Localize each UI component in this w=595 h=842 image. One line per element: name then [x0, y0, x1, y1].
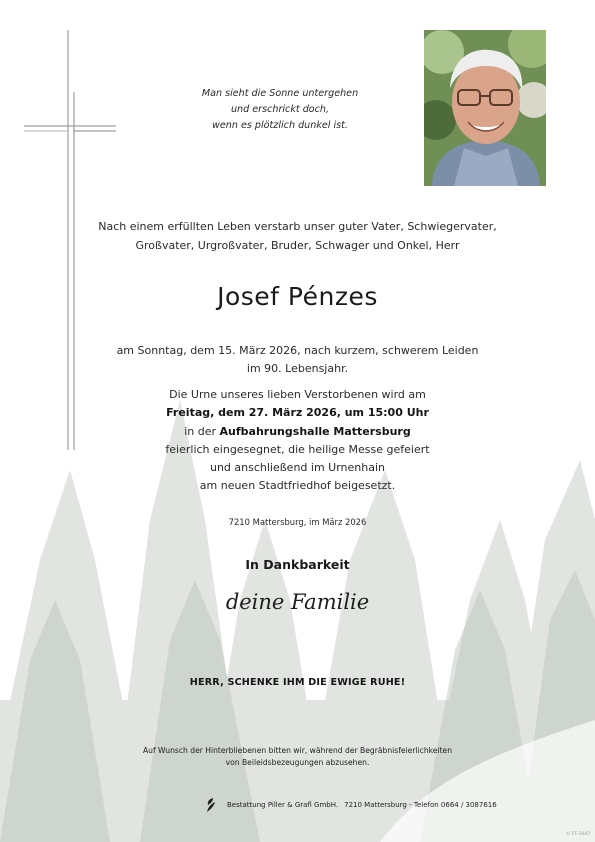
poem-line: und erschrickt doch,	[230, 104, 330, 115]
condolence-note	[0, 745, 595, 769]
funeral-details	[0, 386, 595, 496]
copyright-mark: © FF-3047	[566, 832, 591, 837]
thanks-heading: In Dankbarkeit	[245, 557, 350, 572]
footer	[205, 797, 497, 813]
funeral-location-line	[0, 423, 595, 441]
note-line: von Beileidsbezeugungen abzusehen.	[225, 758, 370, 767]
poem-line: Man sieht die Sonne untergehen	[201, 88, 359, 99]
funeral-line: Die Urne unseres lieben Verstorbenen wird am	[169, 388, 426, 401]
death-details	[0, 342, 595, 378]
death-line: am Sonntag, dem 15. März 2026, nach kurzem, schwerem Leiden	[116, 344, 479, 357]
prayer-text: HERR, SCHENKE IHM DIE EWIGE RUHE!	[189, 677, 406, 688]
deceased-name: Josef Pénzes	[217, 282, 378, 311]
poem-line: wenn es plötzlich dunkel ist.	[212, 120, 348, 131]
funeral-line: feierlich eingesegnet, die heilige Messe gefeiert	[165, 442, 430, 456]
death-line: im 90. Lebensjahr.	[246, 362, 349, 375]
footer-company: Bestattung Piller & Grafl GmbH.	[227, 801, 339, 809]
funeral-location-prefix: in der	[184, 424, 220, 438]
funeral-line: und anschließend im Urnenhain	[209, 461, 385, 475]
intro-line: Großvater, Urgroßvater, Bruder, Schwager und Onkel, Herr	[135, 239, 460, 252]
footer-address: 7210 Mattersburg - Telefon 0664 / 3087616	[344, 801, 497, 809]
portrait-photo-icon	[424, 30, 546, 186]
intro-line: Nach einem erfüllten Leben verstarb unser guter Vater, Schwiegervater,	[98, 220, 497, 233]
funeral-date: Freitag, dem 27. März 2026, um 15:00 Uhr	[166, 406, 429, 420]
family-signature: deine Familie	[225, 590, 370, 614]
poem	[160, 86, 400, 134]
intro-text	[0, 217, 595, 255]
note-line: Auf Wunsch der Hinterbliebenen bitten wir, während der Begräbnisfeierlichkeiten	[142, 746, 453, 755]
portrait-photo	[424, 30, 546, 186]
leaf-logo-icon	[205, 797, 217, 813]
place-date: 7210 Mattersburg, im März 2026	[228, 517, 367, 527]
funeral-hall: Aufbahrungshalle Mattersburg	[219, 424, 411, 438]
funeral-line: am neuen Stadtfriedhof beigesetzt.	[199, 479, 396, 493]
